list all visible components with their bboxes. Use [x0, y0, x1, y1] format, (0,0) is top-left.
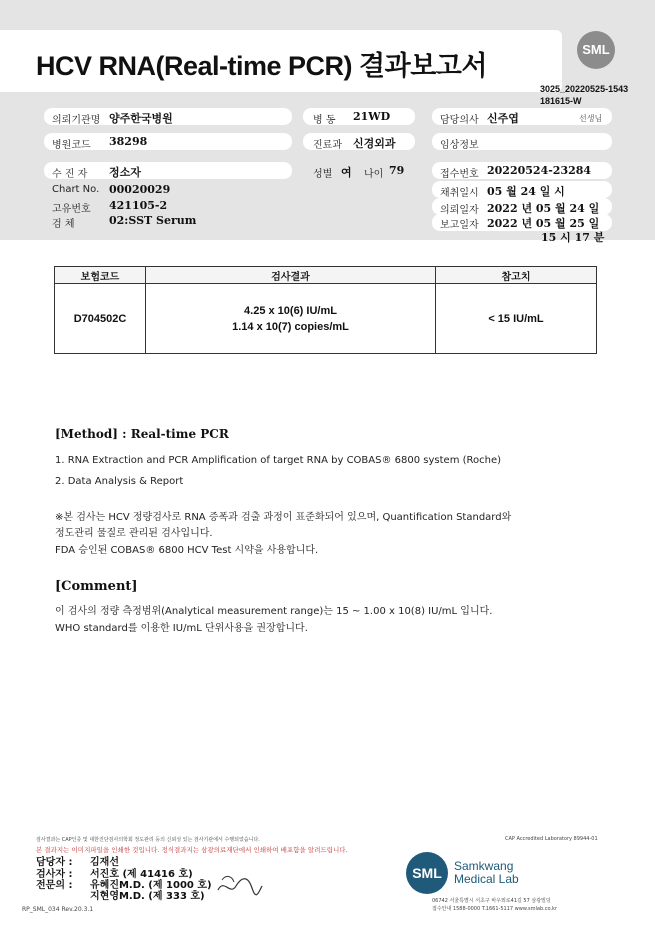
company-address: 06742 서울특별시 서초구 바우뫼로41길 57 삼광빌딩: [432, 898, 551, 904]
result-iu: 4.25 x 10(6) IU/mL: [244, 304, 337, 317]
company-name: Samkwang Medical Lab: [454, 859, 519, 886]
sex-label: 성별: [313, 169, 333, 180]
specimen-value: 02:SST Serum: [109, 214, 197, 227]
unique-no-value: 421105-2: [109, 199, 168, 212]
collection-date-value: 05 월 24 일 시: [487, 185, 565, 198]
samkwang-logo: SML: [406, 852, 448, 894]
request-date-value: 2022 년 05 월 24 일: [487, 202, 600, 215]
insurance-code-cell: D704502C: [55, 284, 146, 354]
result-table: [54, 266, 597, 354]
footer-print-notice: 본 결과지는 이미지파일을 인쇄한 것입니다. 정식결과지는 삼광의료재단에서 인쇄하여 배포함을 알려드립니다.: [36, 846, 348, 854]
institution-value: 양주한국병원: [109, 112, 173, 125]
cap-accreditation: CAP Accredited Laboratory 89944-01: [505, 836, 598, 842]
method-note-line: ※본 검사는 HCV 정량검사로 RNA 증폭과 검출 과정이 표준화되어 있으며, Quantification Standard와: [55, 512, 512, 523]
age-label: 나이: [364, 169, 384, 180]
result-copies: 1.14 x 10(7) copies/mL: [232, 320, 349, 333]
company-contact: 접수안내 1588-0000 T.1661-5117 www.smlab.co.kr: [432, 906, 557, 912]
comment-line: 이 검사의 정량 측정범위(Analytical measurement range)는 15 ~ 1.00 x 10(8) IU/mL 입니다.: [55, 606, 493, 617]
specimen-label: 검 체: [52, 219, 75, 230]
staff-name: 유혜진M.D. (제 1000 호): [90, 880, 212, 891]
doctor-value: 신주엽: [487, 112, 519, 125]
staff-name: 서진호 (제 41416 호): [90, 869, 193, 880]
sml-logo: SML: [577, 31, 615, 69]
footer-notice: 검사결과는 CAP인증 및 대한진단검사의학회 정도관리 등의 신뢰성 있는 검사기관에서 수행되었습니다.: [36, 837, 260, 843]
report-date-label: 보고일자: [440, 220, 479, 231]
recipient-value: 정소자: [109, 166, 141, 179]
method-line: 1. RNA Extraction and PCR Amplification of target RNA by COBAS® 6800 system (Roche): [55, 455, 502, 466]
doctor-suffix: 선생님: [579, 114, 603, 123]
collection-date-label: 채취일시: [440, 188, 479, 199]
form-code: RP_SML_034 Rev.20.3.1: [22, 906, 94, 913]
staff-name: 지현영M.D. (제 333 호): [90, 891, 205, 902]
method-note-line: 정도관리 물질로 관리된 검사입니다.: [55, 528, 213, 539]
department-label: 진료과: [313, 140, 342, 151]
receipt-no-value: 20220524-23284: [487, 164, 592, 177]
hospital-code-value: 38298: [109, 135, 148, 148]
report-title: HCV RNA(Real-time PCR) 결과보고서: [36, 51, 487, 81]
method-title: [Method] : Real-time PCR: [55, 427, 229, 441]
chart-no-label: Chart No.: [52, 184, 100, 195]
request-date-label: 의뢰일자: [440, 205, 479, 216]
reference-cell: < 15 IU/mL: [436, 284, 597, 354]
result-cell: [146, 284, 436, 354]
staff-role: 검사자 :: [36, 869, 73, 880]
report-date-value: 2022 년 05 월 25 일: [487, 217, 600, 230]
method-line: 2. Data Analysis & Report: [55, 476, 184, 487]
staff-name: 김재선: [90, 857, 119, 868]
staff-role: 전문의 :: [36, 880, 73, 891]
table-row: [55, 284, 597, 354]
staff-role: 담당자 :: [36, 857, 73, 868]
column-header: 참고치: [436, 267, 597, 284]
unique-no-label: 고유번호: [52, 204, 91, 215]
age-value: 79: [389, 164, 405, 177]
column-header: 보험코드: [55, 267, 146, 284]
doctor-label: 담당의사: [440, 115, 479, 126]
sex-value: 여: [341, 166, 352, 179]
clinical-info-label: 임상정보: [440, 140, 479, 151]
ward-value: 21WD: [353, 110, 391, 123]
institution-label: 의뢰기관명: [52, 115, 101, 126]
department-value: 신경외과: [353, 137, 396, 150]
comment-line: WHO standard를 이용한 IU/mL 단위사용을 권장합니다.: [55, 623, 308, 634]
recipient-label: 수 진 자: [52, 169, 88, 180]
receipt-no-label: 접수번호: [440, 169, 479, 180]
chart-no-value: 00020029: [109, 183, 171, 196]
method-note-line: FDA 승인된 COBAS® 6800 HCV Test 시약을 사용합니다.: [55, 545, 319, 556]
report-time-value: 15 시 17 분: [541, 231, 605, 244]
comment-title: [Comment]: [55, 579, 138, 594]
column-header: 검사결과: [146, 267, 436, 284]
signature-icon: [214, 868, 264, 902]
report-id: 3025_20220525-1543 181615-W: [540, 84, 629, 106]
hospital-code-label: 병원코드: [52, 140, 91, 151]
ward-label: 병 동: [313, 115, 336, 126]
